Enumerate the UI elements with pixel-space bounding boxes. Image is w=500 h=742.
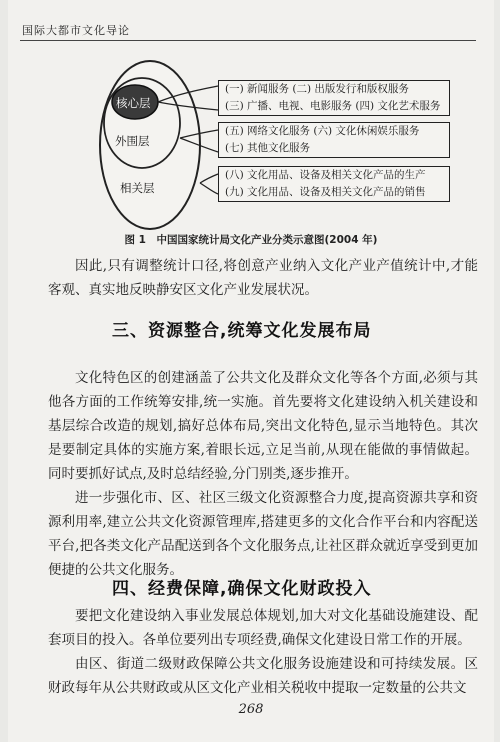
paragraph-text: 进一步强化市、区、社区三级文化资源整合力度,提高资源共享和资源利用率,建立公共文化资源管理库,搭建更多的文化合作平台和内容配送平台,把各类文化产品配送到各个文化服务点,让社区群众就近享受到更加便捷的公共文化服务。	[48, 490, 478, 578]
section-heading-4: 四、经费保障,确保文化财政投入	[112, 579, 372, 599]
paragraph-4	[48, 604, 478, 652]
outer-layer-box	[218, 122, 450, 158]
related-layer-box	[218, 166, 450, 202]
box-line: (五) 网络文化服务 (六) 文化休闲娱乐服务	[225, 125, 420, 137]
paragraph-text: 文化特色区的创建涵盖了公共文化及群众文化等各个方面,必须与其他各方面的工作统筹安排,统一实施。首先要将文化建设纳入机关建设和基层综合改造的规划,搞好总体布局,突出文化特色,显示当地特色。其次是要制定具体的实施方案,着眼长远,立足当前,从现在能做的事情做起。同时要抓好试点,及时总结经验,分门别类,逐步推开。	[48, 370, 478, 482]
running-head: 国际大都市文化导论	[22, 24, 130, 37]
paragraph-2	[48, 366, 478, 486]
box-line: (七) 其他文化服务	[225, 142, 311, 154]
core-layer-box	[218, 80, 450, 116]
paragraph-5	[48, 652, 478, 700]
box-line: (八) 文化用品、设备及相关文化产品的生产	[225, 169, 426, 181]
paragraph-3	[48, 486, 478, 582]
page-number: 268	[238, 702, 264, 717]
related-layer-label: 相关层	[120, 181, 155, 195]
box-line: (九) 文化用品、设备及相关文化产品的销售	[225, 186, 426, 198]
box-line: (三) 广播、电视、电影服务 (四) 文化艺术服务	[225, 100, 441, 112]
paragraph-1	[48, 254, 478, 302]
related-connector	[200, 174, 218, 194]
box-line: (一) 新闻服务 (二) 出版发行和版权服务	[225, 83, 409, 95]
book-page	[8, 0, 494, 742]
paragraph-text: 因此,只有调整统计口径,将创意产业纳入文化产业产值统计中,才能客观、真实地反映静安区文化产业发展状况。	[48, 258, 478, 298]
figure-caption: 图 1 中国国家统计局文化产业分类示意图(2004 年)	[124, 234, 378, 246]
layer-diagram	[8, 0, 494, 240]
paragraph-text: 由区、街道二级财政保障公共文化服务设施建设和可持续发展。区财政每年从公共财政或从区文化产业相关税收中提取一定数量的公共文	[48, 656, 478, 696]
paragraph-text: 要把文化建设纳入事业发展总体规划,加大对文化基础设施建设、配套项目的投入。各单位要列出专项经费,确保文化建设日常工作的开展。	[48, 608, 478, 648]
outer-layer-label: 外围层	[115, 134, 150, 148]
section-heading-3: 三、资源整合,统筹文化发展布局	[112, 321, 372, 341]
core-layer-label: 核心层	[116, 96, 151, 110]
figure-1	[8, 0, 494, 246]
